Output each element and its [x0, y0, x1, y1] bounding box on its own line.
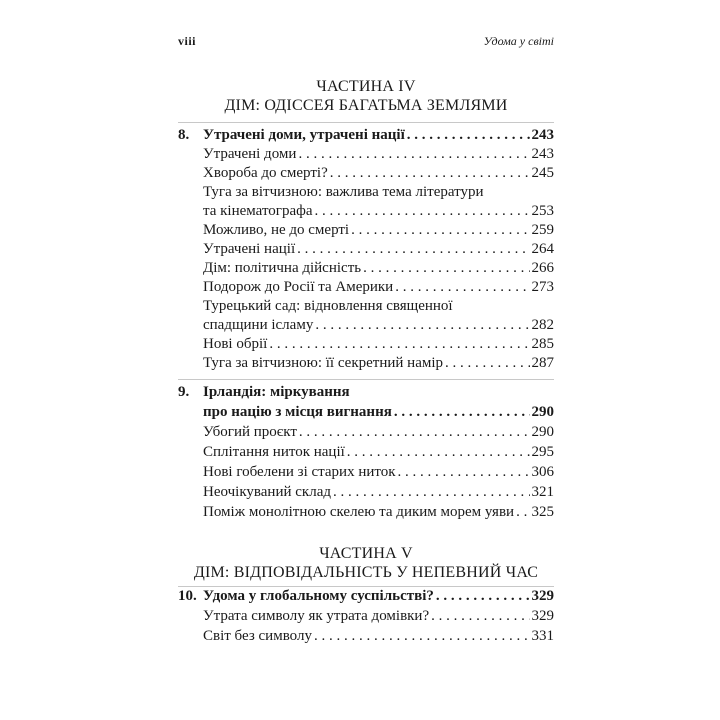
chapter-title: Ірландія: міркування — [203, 384, 350, 400]
leader-dots — [394, 402, 530, 422]
leader-dots — [315, 201, 530, 221]
page-ref: 266 — [531, 260, 554, 276]
toc-entry[interactable] — [178, 353, 554, 373]
entry-title: Світ без символу — [203, 628, 312, 644]
page-number: viii — [178, 34, 197, 48]
toc-entry[interactable] — [178, 442, 554, 462]
toc-entry[interactable] — [178, 482, 554, 502]
part-5-label: ЧАСТИНА V — [319, 545, 413, 562]
toc-entry[interactable] — [178, 201, 554, 221]
page-ref: 290 — [531, 424, 554, 440]
toc-entry[interactable] — [178, 606, 554, 626]
entry-title: Турецький сад: відновлення священної — [203, 298, 453, 314]
leader-dots — [298, 144, 529, 164]
page-ref: 282 — [531, 317, 554, 333]
chapter-title: про націю з місця вигнання — [203, 404, 392, 420]
part-4-label: ЧАСТИНА IV — [316, 78, 416, 95]
toc-entry[interactable] — [178, 239, 554, 259]
leader-dots — [516, 502, 529, 522]
divider — [178, 379, 554, 380]
entry-title: Дім: політична дійсність — [203, 260, 362, 276]
entry-title: Поміж монолітною скелею та диким морем уяви — [203, 504, 515, 520]
toc-entry[interactable] — [178, 422, 554, 442]
leader-dots — [333, 482, 530, 502]
toc-entry[interactable] — [178, 626, 554, 646]
leader-dots — [351, 220, 529, 240]
chapter-heading-continued[interactable] — [178, 402, 554, 422]
chapter-number: 10. — [178, 588, 197, 604]
entry-title: Неочікуваний склад — [203, 484, 331, 500]
page-ref: 306 — [531, 464, 554, 480]
chapter-title: Утрачені доми, утрачені нації — [203, 127, 405, 143]
chapter-heading[interactable] — [178, 125, 554, 145]
leader-dots — [314, 626, 530, 646]
entry-title: Хвороба до смерті? — [203, 165, 328, 181]
page-ref: 329 — [531, 608, 554, 624]
page-ref: 273 — [531, 279, 554, 295]
page-ref: 295 — [531, 444, 554, 460]
toc-entry[interactable] — [178, 220, 554, 240]
part-4-title: ДІМ: ОДІССЕЯ БАГАТЬМА ЗЕМЛЯМИ — [224, 97, 508, 114]
page-ref: 287 — [531, 355, 554, 371]
page-ref: 253 — [531, 203, 554, 219]
leader-dots — [269, 334, 529, 354]
page-ref: 259 — [531, 222, 554, 238]
page-ref: 264 — [531, 241, 554, 257]
page-ref: 290 — [531, 404, 554, 420]
toc-entry[interactable] — [178, 258, 554, 278]
chapter-title: Удома у глобальному суспільстві? — [203, 588, 434, 604]
running-title: Удома у світі — [483, 34, 554, 48]
leader-dots — [445, 353, 529, 373]
leader-dots — [299, 422, 530, 442]
toc-entry[interactable] — [178, 277, 554, 297]
page-ref: 325 — [531, 504, 554, 520]
entry-title: Туга за вітчизною: її секретний намір — [203, 355, 444, 371]
page-ref: 245 — [531, 165, 554, 181]
leader-dots — [330, 163, 530, 183]
leader-dots — [407, 125, 530, 145]
page-ref: 331 — [531, 628, 554, 644]
chapter-number: 9. — [178, 384, 190, 400]
page-ref: 243 — [531, 127, 554, 143]
leader-dots — [398, 462, 530, 482]
page-ref: 321 — [531, 484, 554, 500]
leader-dots — [347, 442, 530, 462]
toc-entry[interactable] — [178, 296, 554, 316]
entry-title: Утрачені нації — [203, 241, 296, 257]
entry-title: Сплітання ниток нації — [203, 444, 345, 460]
leader-dots — [431, 606, 529, 626]
entry-title: Подорож до Росії та Америки — [203, 279, 394, 295]
entry-title: та кінематографа — [203, 203, 313, 219]
chapter-number: 8. — [178, 127, 190, 143]
page-ref: 243 — [531, 146, 554, 162]
entry-title: Нові обрії — [203, 336, 268, 352]
part-5-title: ДІМ: ВІДПОВІДАЛЬНІСТЬ У НЕПЕВНИЙ ЧАС — [193, 564, 539, 581]
toc-entry[interactable] — [178, 334, 554, 354]
leader-dots — [297, 239, 529, 259]
toc-entry[interactable] — [178, 182, 554, 202]
chapter-heading[interactable] — [178, 382, 554, 402]
divider — [178, 122, 554, 123]
page-ref: 329 — [531, 588, 554, 604]
entry-title: Утрата символу як утрата домівки? — [203, 608, 430, 624]
leader-dots — [363, 258, 529, 278]
toc-entry[interactable] — [178, 315, 554, 335]
entry-title: спадщини ісламу — [203, 317, 314, 333]
toc-entry[interactable] — [178, 502, 554, 522]
entry-title: Туга за вітчизною: важлива тема літератури — [203, 184, 484, 200]
leader-dots — [395, 277, 529, 297]
entry-title: Можливо, не до смерті — [203, 222, 350, 238]
leader-dots — [436, 586, 530, 606]
page-ref: 285 — [531, 336, 554, 352]
toc-entry[interactable] — [178, 462, 554, 482]
chapter-heading[interactable] — [178, 586, 554, 606]
entry-title: Утрачені доми — [203, 146, 297, 162]
leader-dots — [315, 315, 529, 335]
entry-title: Убогий проєкт — [203, 424, 297, 440]
toc-entry[interactable] — [178, 144, 554, 164]
entry-title: Нові гобелени зі старих ниток — [203, 464, 396, 480]
toc-entry[interactable] — [178, 163, 554, 183]
